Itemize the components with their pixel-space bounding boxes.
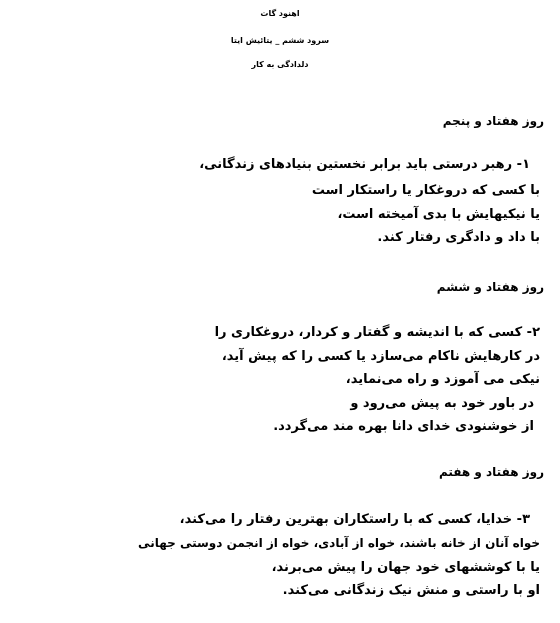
verse-line: یا با کوششهای خود جهان را پیش می‌برند،	[271, 560, 540, 575]
verse-line: در کارهایش ناکام می‌سازد یا کسی را که پیش آید،	[221, 349, 540, 364]
section-heading: روز هفتاد و هفتم	[438, 465, 544, 479]
verse-line: ۲- کسی که با اندیشه و گفتار و کردار، دروغکاری را	[214, 325, 540, 340]
verse-line: ۳- خدایا، کسی که با راستکاران بهترین رفتار را می‌کند،	[179, 512, 530, 527]
page-subtitle-2: دلدادگی به کار	[251, 60, 309, 69]
page-subtitle: سرود ششم _ یتائیش ایتا	[230, 36, 330, 45]
page-title: اهنود گات	[260, 9, 300, 18]
verse-line: نیکی می آموزد و راه می‌نماید،	[345, 372, 540, 387]
verse-line: در باور خود به پیش می‌رود و	[350, 396, 534, 411]
section-heading: روز هفتاد و ششم	[436, 280, 544, 294]
verse-line: او با راستی و منش نیک زندگانی می‌کند.	[282, 583, 540, 598]
verse-line: با داد و دادگری رفتار کند.	[377, 230, 540, 245]
section-heading: روز هفتاد و پنجم	[442, 114, 544, 128]
verse-line: با کسی که دروغکار یا راستکار است	[311, 183, 540, 198]
verse-line: یا نیکیهایش با بدی آمیخته است،	[337, 207, 540, 222]
verse-line: خواه آنان از خانه باشند، خواه از آبادی، خواه از انجمن دوستی جهانی	[138, 536, 540, 550]
verse-line: ۱- رهبر درستی باید برابر نخستین بنیادهای زندگانی،	[199, 157, 530, 172]
verse-line: از خوشنودی خدای دانا بهره مند می‌گردد.	[273, 419, 534, 434]
